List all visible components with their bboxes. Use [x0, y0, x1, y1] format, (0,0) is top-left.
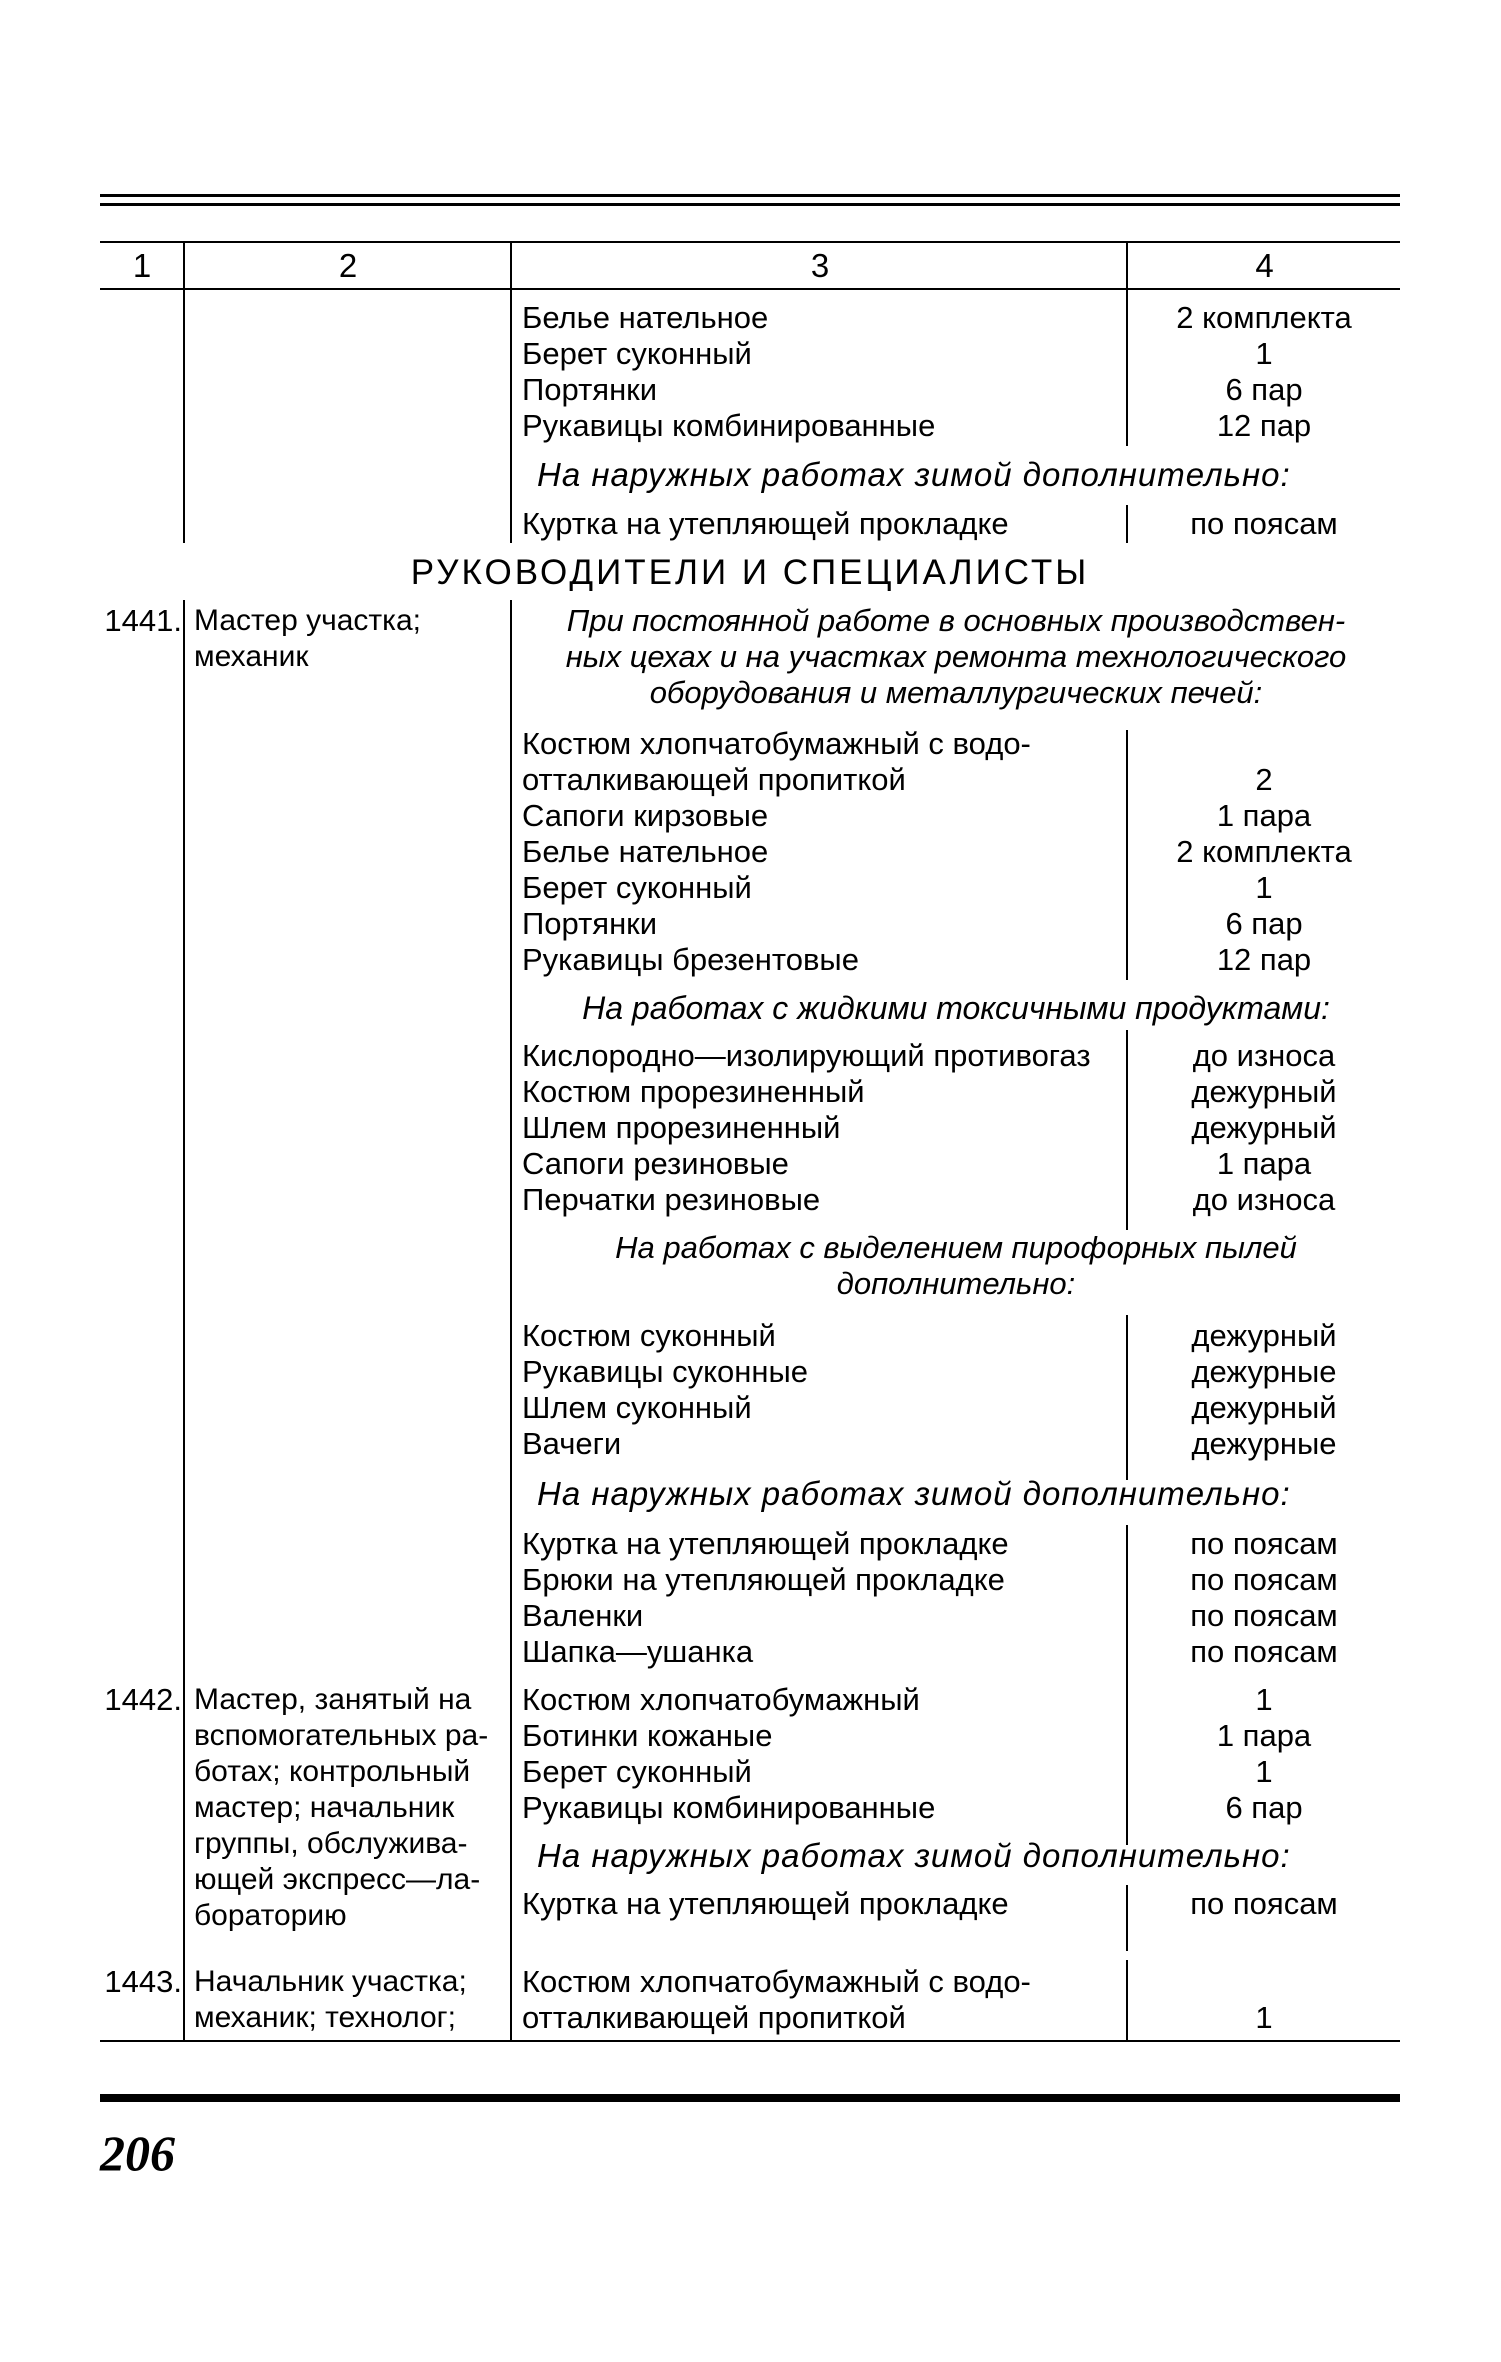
col3-divider-header: [1126, 241, 1128, 289]
item-qty: 1 пара: [1216, 1146, 1312, 1181]
item-qty: 1 пара: [1216, 798, 1312, 833]
col1-divider-body: [183, 600, 185, 2042]
dust-note-line: На работах с выделением пирофорных пылей: [615, 1230, 1297, 1265]
winter-note: На наружных работах зимой дополнительно:: [537, 456, 1291, 493]
item-qty: по поясам: [1190, 1562, 1338, 1597]
condition-note-line: оборудования и металлургических печей:: [649, 675, 1263, 710]
item-name: Ботинки кожаные: [522, 1718, 773, 1753]
table-header-top-border: [100, 241, 1400, 243]
position-line: механик: [194, 640, 309, 673]
item-name: отталкивающей пропиткой: [522, 762, 906, 797]
item-qty: дежурный: [1191, 1390, 1337, 1425]
col2-divider-top: [510, 241, 512, 543]
item-qty: по поясам: [1190, 1886, 1338, 1921]
item-name: Шапка—ушанка: [522, 1634, 754, 1669]
item-qty: по поясам: [1190, 506, 1338, 541]
column-header-1: 1: [132, 247, 152, 284]
footer-thick-rule: [100, 2094, 1400, 2102]
item-name: Белье нательное: [522, 834, 769, 869]
table-header-bottom-border: [100, 288, 1400, 290]
position-line: бораторию: [194, 1899, 347, 1932]
item-qty: 1: [1255, 336, 1273, 371]
item-name: Кислородно—изолирующий противогаз: [522, 1038, 1091, 1073]
item-name: Костюм хлопчатобумажный с водо-: [522, 1964, 1031, 1999]
condition-note-line: ных цехах и на участках ремонта технологического: [565, 639, 1347, 674]
page-number: 206: [100, 2125, 175, 2181]
condition-note-line: При постоянной работе в основных производствен-: [566, 603, 1346, 638]
position-line: вспомогательных ра-: [194, 1719, 489, 1752]
item-name: Перчатки резиновые: [522, 1182, 821, 1217]
item-name: Брюки на утепляющей прокладке: [522, 1562, 1005, 1597]
column-header-3: 3: [810, 247, 830, 284]
item-name: Куртка на утепляющей прокладке: [522, 1526, 1009, 1561]
toxic-note: На работах с жидкими токсичными продуктами:: [582, 990, 1330, 1026]
winter-note: На наружных работах зимой дополнительно:: [537, 1837, 1291, 1874]
item-name: Костюм хлопчатобумажный: [522, 1682, 920, 1717]
item-qty: до износа: [1192, 1182, 1336, 1217]
item-qty: 1: [1255, 2000, 1273, 2035]
item-qty: по поясам: [1190, 1526, 1338, 1561]
item-name: Берет суконный: [522, 1754, 752, 1789]
item-qty: по поясам: [1190, 1634, 1338, 1669]
item-qty: 12 пар: [1216, 942, 1312, 977]
position-line: механик; технолог;: [194, 2001, 456, 2034]
item-name: Шлем суконный: [522, 1390, 752, 1425]
item-qty: дежурные: [1191, 1426, 1337, 1461]
col2-divider-body: [510, 600, 512, 2042]
table-bottom-border: [100, 2040, 1400, 2042]
column-header-2: 2: [338, 247, 358, 284]
item-qty: 2 комплекта: [1176, 300, 1352, 335]
item-name: Костюм хлопчатобумажный с водо-: [522, 726, 1031, 761]
item-name: Сапоги кирзовые: [522, 798, 769, 833]
item-qty: по поясам: [1190, 1598, 1338, 1633]
position-line: группы, обслужива-: [194, 1827, 468, 1860]
position-line: Мастер, занятый на: [194, 1683, 472, 1716]
item-qty: 12 пар: [1216, 408, 1312, 443]
item-qty: до износа: [1192, 1038, 1336, 1073]
position-line: мастер; начальник: [194, 1791, 455, 1824]
item-qty: 1: [1255, 870, 1273, 905]
item-name: Костюм прорезиненный: [522, 1074, 865, 1109]
item-qty: дежурный: [1191, 1110, 1337, 1145]
item-name: Рукавицы комбинированные: [522, 1790, 936, 1825]
item-qty: 6 пар: [1225, 906, 1303, 941]
item-qty: дежурные: [1191, 1354, 1337, 1389]
item-name: Портянки: [522, 906, 658, 941]
col1-divider-top: [183, 288, 185, 543]
row-number-1441: 1441.: [104, 603, 182, 638]
item-qty: 1: [1255, 1682, 1273, 1717]
position-line: ющей экспресс—ла-: [194, 1863, 481, 1896]
row-number-1443: 1443.: [104, 1964, 182, 1999]
item-name: отталкивающей пропиткой: [522, 2000, 906, 2035]
position-line: Начальник участка;: [194, 1965, 467, 1998]
item-qty: 2: [1255, 762, 1273, 797]
item-name: Рукавицы суконные: [522, 1354, 809, 1389]
item-qty: дежурный: [1191, 1074, 1337, 1109]
item-name: Белье нательное: [522, 300, 769, 335]
item-name: Берет суконный: [522, 870, 752, 905]
item-qty: 6 пар: [1225, 372, 1303, 407]
item-name: Шлем прорезиненный: [522, 1110, 841, 1145]
item-name: Куртка на утепляющей прокладке: [522, 1886, 1009, 1921]
top-double-rule-upper: [100, 194, 1400, 197]
winter-note: На наружных работах зимой дополнительно:: [537, 1475, 1291, 1512]
item-qty: 1 пара: [1216, 1718, 1312, 1753]
item-qty: 6 пар: [1225, 1790, 1303, 1825]
item-name: Вачеги: [522, 1426, 622, 1461]
item-qty: дежурный: [1191, 1318, 1337, 1353]
row-number-1442: 1442.: [104, 1682, 182, 1717]
item-name: Рукавицы брезентовые: [522, 942, 859, 977]
item-name: Рукавицы комбинированные: [522, 408, 936, 443]
item-name: Сапоги резиновые: [522, 1146, 789, 1181]
section-title: РУКОВОДИТЕЛИ И СПЕЦИАЛИСТЫ: [410, 553, 1090, 592]
item-name: Валенки: [522, 1598, 644, 1633]
item-name: Костюм суконный: [522, 1318, 776, 1353]
item-qty: 2 комплекта: [1176, 834, 1352, 869]
item-qty: 1: [1255, 1754, 1273, 1789]
top-double-rule-lower: [100, 203, 1400, 206]
col1-divider-header: [183, 241, 185, 289]
item-name: Берет суконный: [522, 336, 752, 371]
item-name: Портянки: [522, 372, 658, 407]
position-line: Мастер участка;: [194, 604, 421, 637]
item-name: Куртка на утепляющей прокладке: [522, 506, 1009, 541]
dust-note-line: дополнительно:: [836, 1266, 1076, 1301]
position-line: ботах; контрольный: [194, 1755, 471, 1788]
column-header-4: 4: [1255, 247, 1274, 284]
